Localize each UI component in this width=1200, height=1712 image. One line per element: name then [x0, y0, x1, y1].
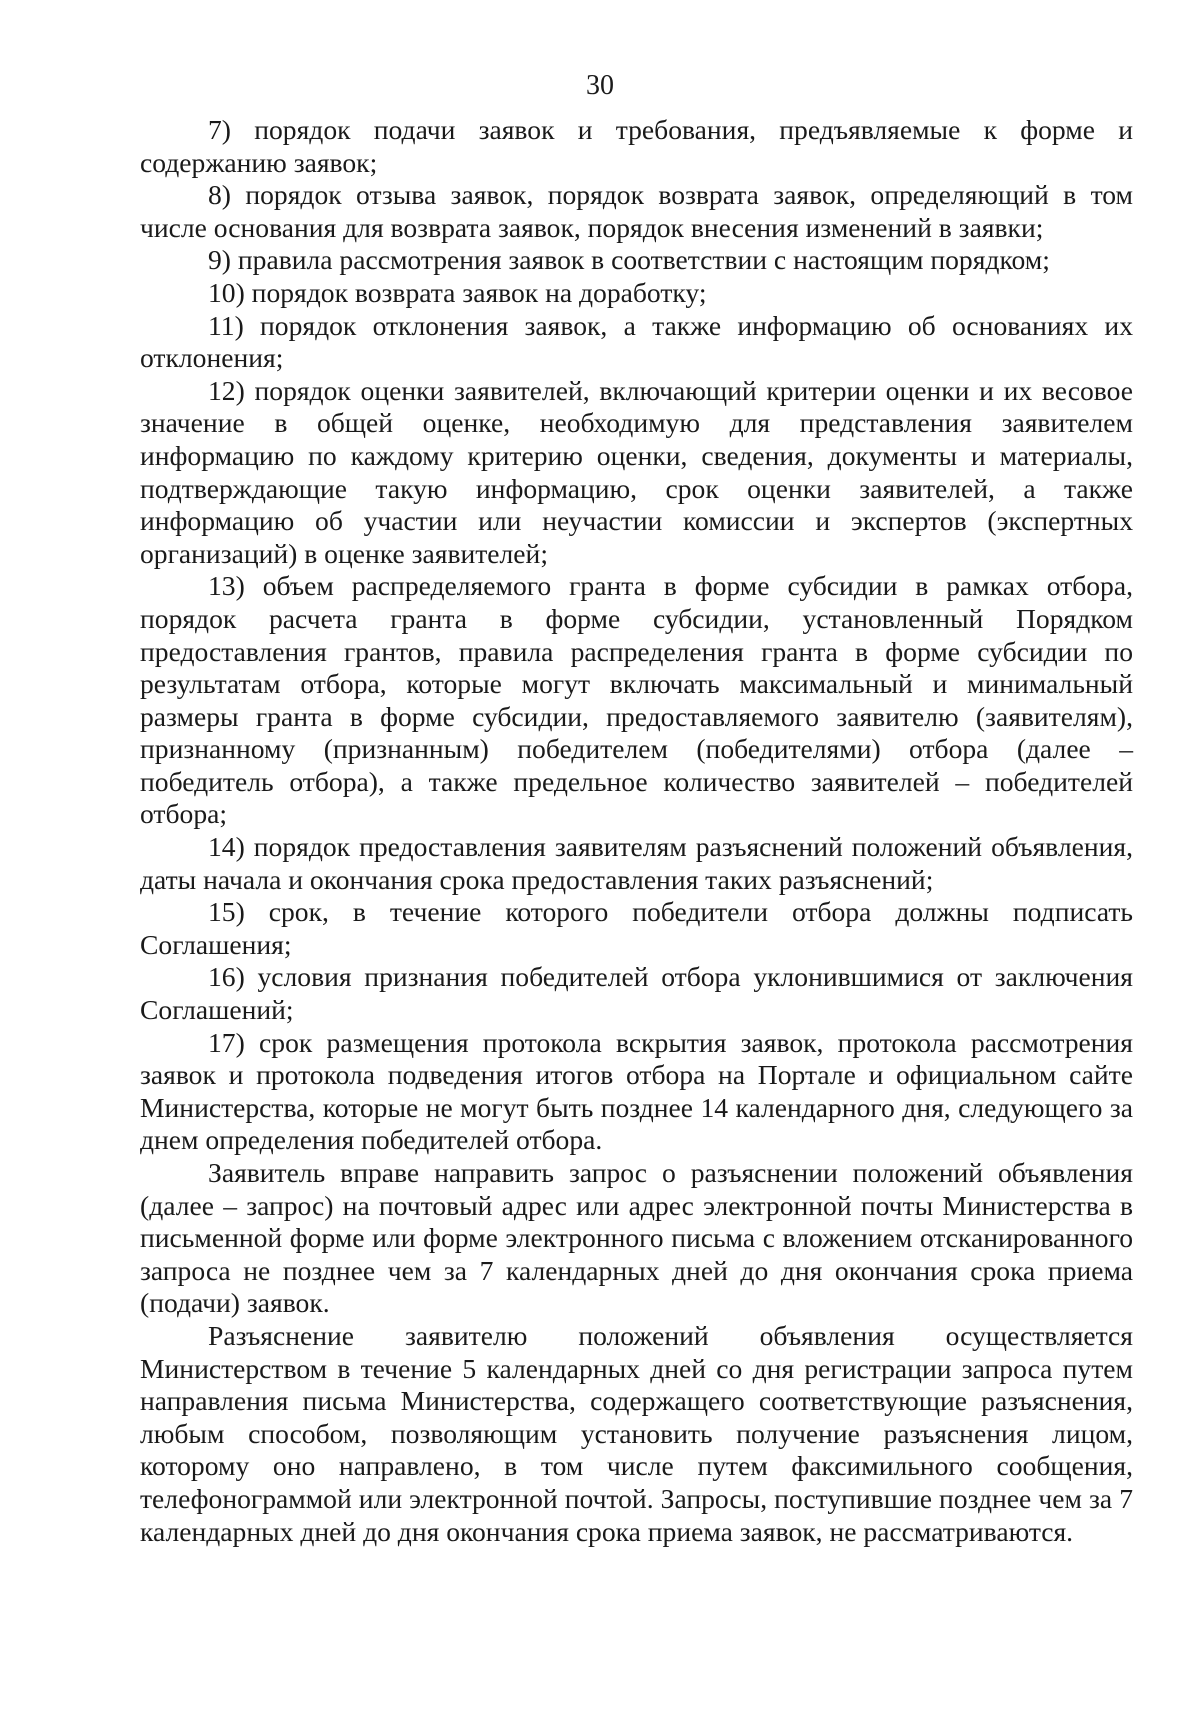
paragraph-item-16: 16) условия признания победителей отбора уклонившимися от заключения Соглашений;: [140, 961, 1133, 1026]
paragraph-item-9: 9) правила рассмотрения заявок в соответствии с настоящим порядком;: [208, 244, 1050, 276]
paragraph-item-15: 15) срок, в течение которого победители отбора должны подписать Соглашения;: [140, 896, 1133, 960]
paragraph-item-17: 17) срок размещения протокола вскрытия заявок, протокола рассмотрения заявок и протокола подведения итогов отбора на Портале и официальном сайте Министерства, которые не могут быть позднее 14 календарного дня, следующего за днем определения победителей отбора.: [140, 1026, 1133, 1156]
paragraph-request-clarification: Заявитель вправе направить запрос о разъяснении положений объявления (далее – запрос) на почтовый адрес или адрес электронной почты Министерства в письменной форме или форме электронного письма с вложением отсканированного запроса не позднее чем за 7 календарных дней до дня окончания срока приема (подачи) заявок.: [140, 1157, 1133, 1319]
paragraph-item-8: 8) порядок отзыва заявок, порядок возврата заявок, определяющий в том числе основания для возврата заявок, порядок внесения изменений в заявки;: [140, 179, 1133, 243]
paragraph-item-7: 7) порядок подачи заявок и требования, предъявляемые к форме и содержанию заявок;: [140, 114, 1133, 178]
paragraph-item-12: 12) порядок оценки заявителей, включающий критерии оценки и их весовое значение в общей оценке, необходимую для представления заявителем информацию по каждому критерию оценки, сведения, документы и материалы, подтверждающие такую информацию, срок оценки заявителей, а также информацию об участии или неучастии комиссии и экспертов (экспертных организаций) в оценке заявителей;: [140, 374, 1133, 569]
paragraph-item-10: 10) порядок возврата заявок на доработку;: [208, 276, 707, 308]
paragraph-item-11: 11) порядок отклонения заявок, а также информацию об основаниях их отклонения;: [140, 309, 1133, 374]
document-body: [140, 114, 1133, 1548]
paragraph-item-13: 13) объем распределяемого гранта в форме субсидии в рамках отбора, порядок расчета гранта в форме субсидии, установленный Порядком предоставления грантов, правила распределения гранта в форме субсидии по результатам отбора, которые могут включать максимальный и минимальный размеры гранта в форме субсидии, предоставляемого заявителю (заявителям), признанному (признанным) победителем (победителями) отбора (далее – победитель отбора), а также предельное количество заявителей – победителей отбора;: [140, 570, 1133, 830]
paragraph-clarification-procedure: Разъяснение заявителю положений объявления осуществляется Министерством в течение 5 календарных дней со дня регистрации запроса путем направления письма Министерства, содержащего соответствующие разъяснения, любым способом, позволяющим установить получение разъяснения лицом, которому оно направлено, в том числе путем факсимильного сообщения, телефонограммой или электронной почтой. Запросы, поступившие позднее чем за 7 календарных дней до дня окончания срока приема заявок, не рассматриваются.: [140, 1319, 1133, 1547]
page-number: 30: [586, 70, 614, 101]
paragraph-item-14: 14) порядок предоставления заявителям разъяснений положений объявления, даты начала и окончания срока предоставления таких разъяснений;: [140, 831, 1133, 895]
